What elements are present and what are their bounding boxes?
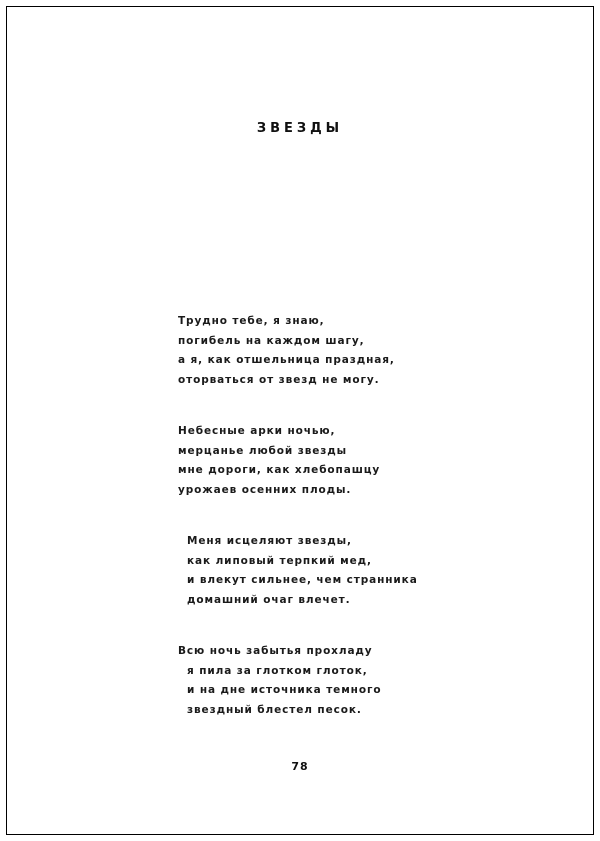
poem-line: погибель на каждом шагу, — [178, 334, 365, 347]
poem-line: а я, как отшельница праздная, — [178, 354, 395, 366]
poem-line: как липовый терпкий мед, — [187, 554, 372, 567]
poem-line: я пила за глотком глоток, — [187, 664, 368, 677]
stanza — [178, 312, 518, 390]
poem-line: оторваться от звезд не могу. — [178, 373, 380, 386]
poem-line: и на дне источника темного — [187, 684, 382, 696]
poem-line: мне дороги, как хлебопашцу — [178, 464, 381, 476]
poem-line: звездный блестел песок. — [187, 703, 362, 716]
poem-body — [178, 312, 518, 752]
poem-line: урожаев осенних плоды. — [178, 483, 352, 496]
stanza — [178, 532, 518, 610]
poem-line: домашний очаг влечет. — [187, 593, 351, 606]
page-number: 78 — [291, 760, 309, 773]
poem-line: Меня исцеляют звезды, — [187, 535, 352, 547]
stanza — [178, 642, 518, 720]
poem-line: Всю ночь забытья прохладу — [178, 645, 373, 657]
poem-line: мерцанье любой звезды — [178, 444, 348, 457]
poem-line: и влекут сильнее, чем странника — [187, 574, 418, 586]
stanza — [178, 422, 518, 500]
poem-line: Небесные арки ночью, — [178, 425, 336, 437]
poem-line: Трудно тебе, я знаю, — [178, 315, 325, 327]
page-title: ЗВЕЗДЫ — [256, 121, 344, 136]
